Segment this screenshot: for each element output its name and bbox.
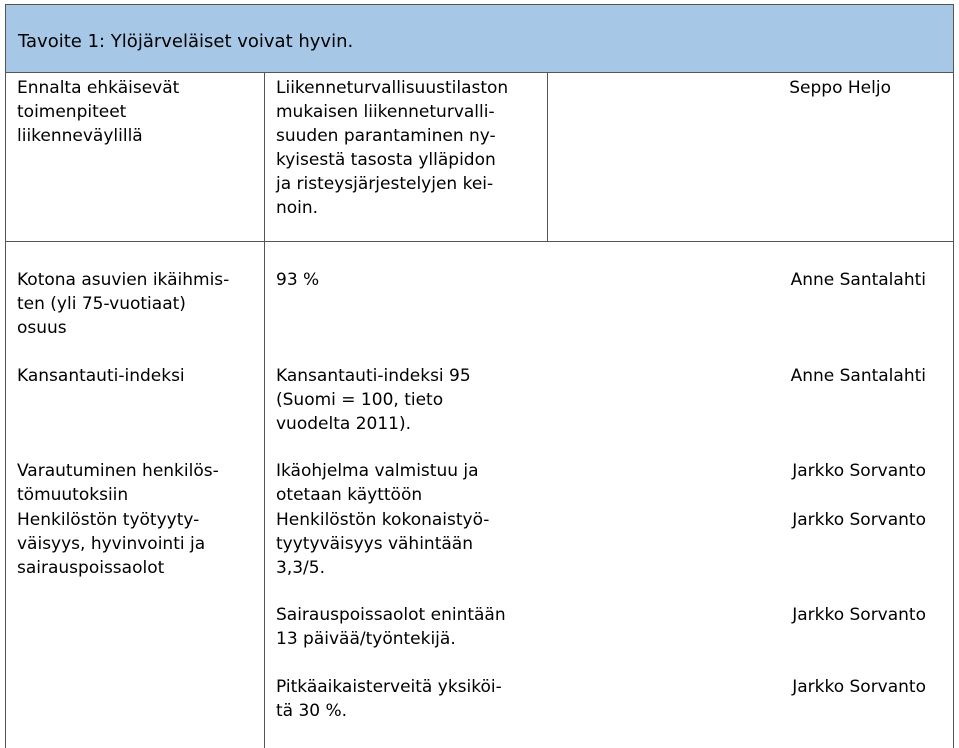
divider [953,72,954,748]
divider [547,72,548,242]
table-cell-measure: Henkilöstön työtyyty- väisyys, hyvinvointi ja sairauspoissaolot [17,510,206,578]
table-cell-target: Henkilöstön kokonaistyö- tyytyväisyys vähintään 3,3/5. [276,510,490,578]
divider [5,241,954,242]
page-title: Tavoite 1: Ylöjärveläiset voivat hyvin. [18,31,354,52]
table-cell-measure: Varautuminen henkilös- tömuutoksiin [17,461,219,505]
table-cell-measure: Kansantauti-indeksi [17,366,185,386]
divider [5,72,6,748]
table-cell-target: Sairauspoissaolot enintään 13 päivää/työntekijä. [276,605,506,649]
table-cell-responsible: Jarkko Sorvanto [792,461,926,481]
table-cell-measure: Ennalta ehkäisevät toimenpiteet liikenneväylillä [17,78,180,146]
table-cell-responsible: Jarkko Sorvanto [792,677,926,697]
table-cell-target: Kansantauti-indeksi 95 (Suomi = 100, tieto vuodelta 2011). [276,366,471,434]
table-cell-responsible: Anne Santalahti [790,366,926,386]
table-cell-responsible: Seppo Heljo [789,78,891,98]
divider [264,72,265,748]
table-cell-responsible: Jarkko Sorvanto [792,510,926,530]
table-cell-responsible: Anne Santalahti [790,270,926,290]
table-cell-target: Ikäohjelma valmistuu ja otetaan käyttöön [276,461,479,505]
table-cell-target: Pitkäaikaisterveitä yksiköi- tä 30 %. [276,677,502,721]
divider [5,72,954,73]
table-cell-responsible: Jarkko Sorvanto [792,605,926,625]
table-cell-measure: Kotona asuvien ikäihmis- ten (yli 75-vuotiaat) osuus [17,270,230,338]
table-header [5,4,954,72]
table-cell-target: 93 % [276,270,320,290]
table-cell-target: Liikenneturvallisuustilaston mukaisen liikenneturvalli- suuden parantaminen ny- kyisestä tasosta ylläpidon ja risteysjärjestelyjen kei- noin. [276,78,509,218]
